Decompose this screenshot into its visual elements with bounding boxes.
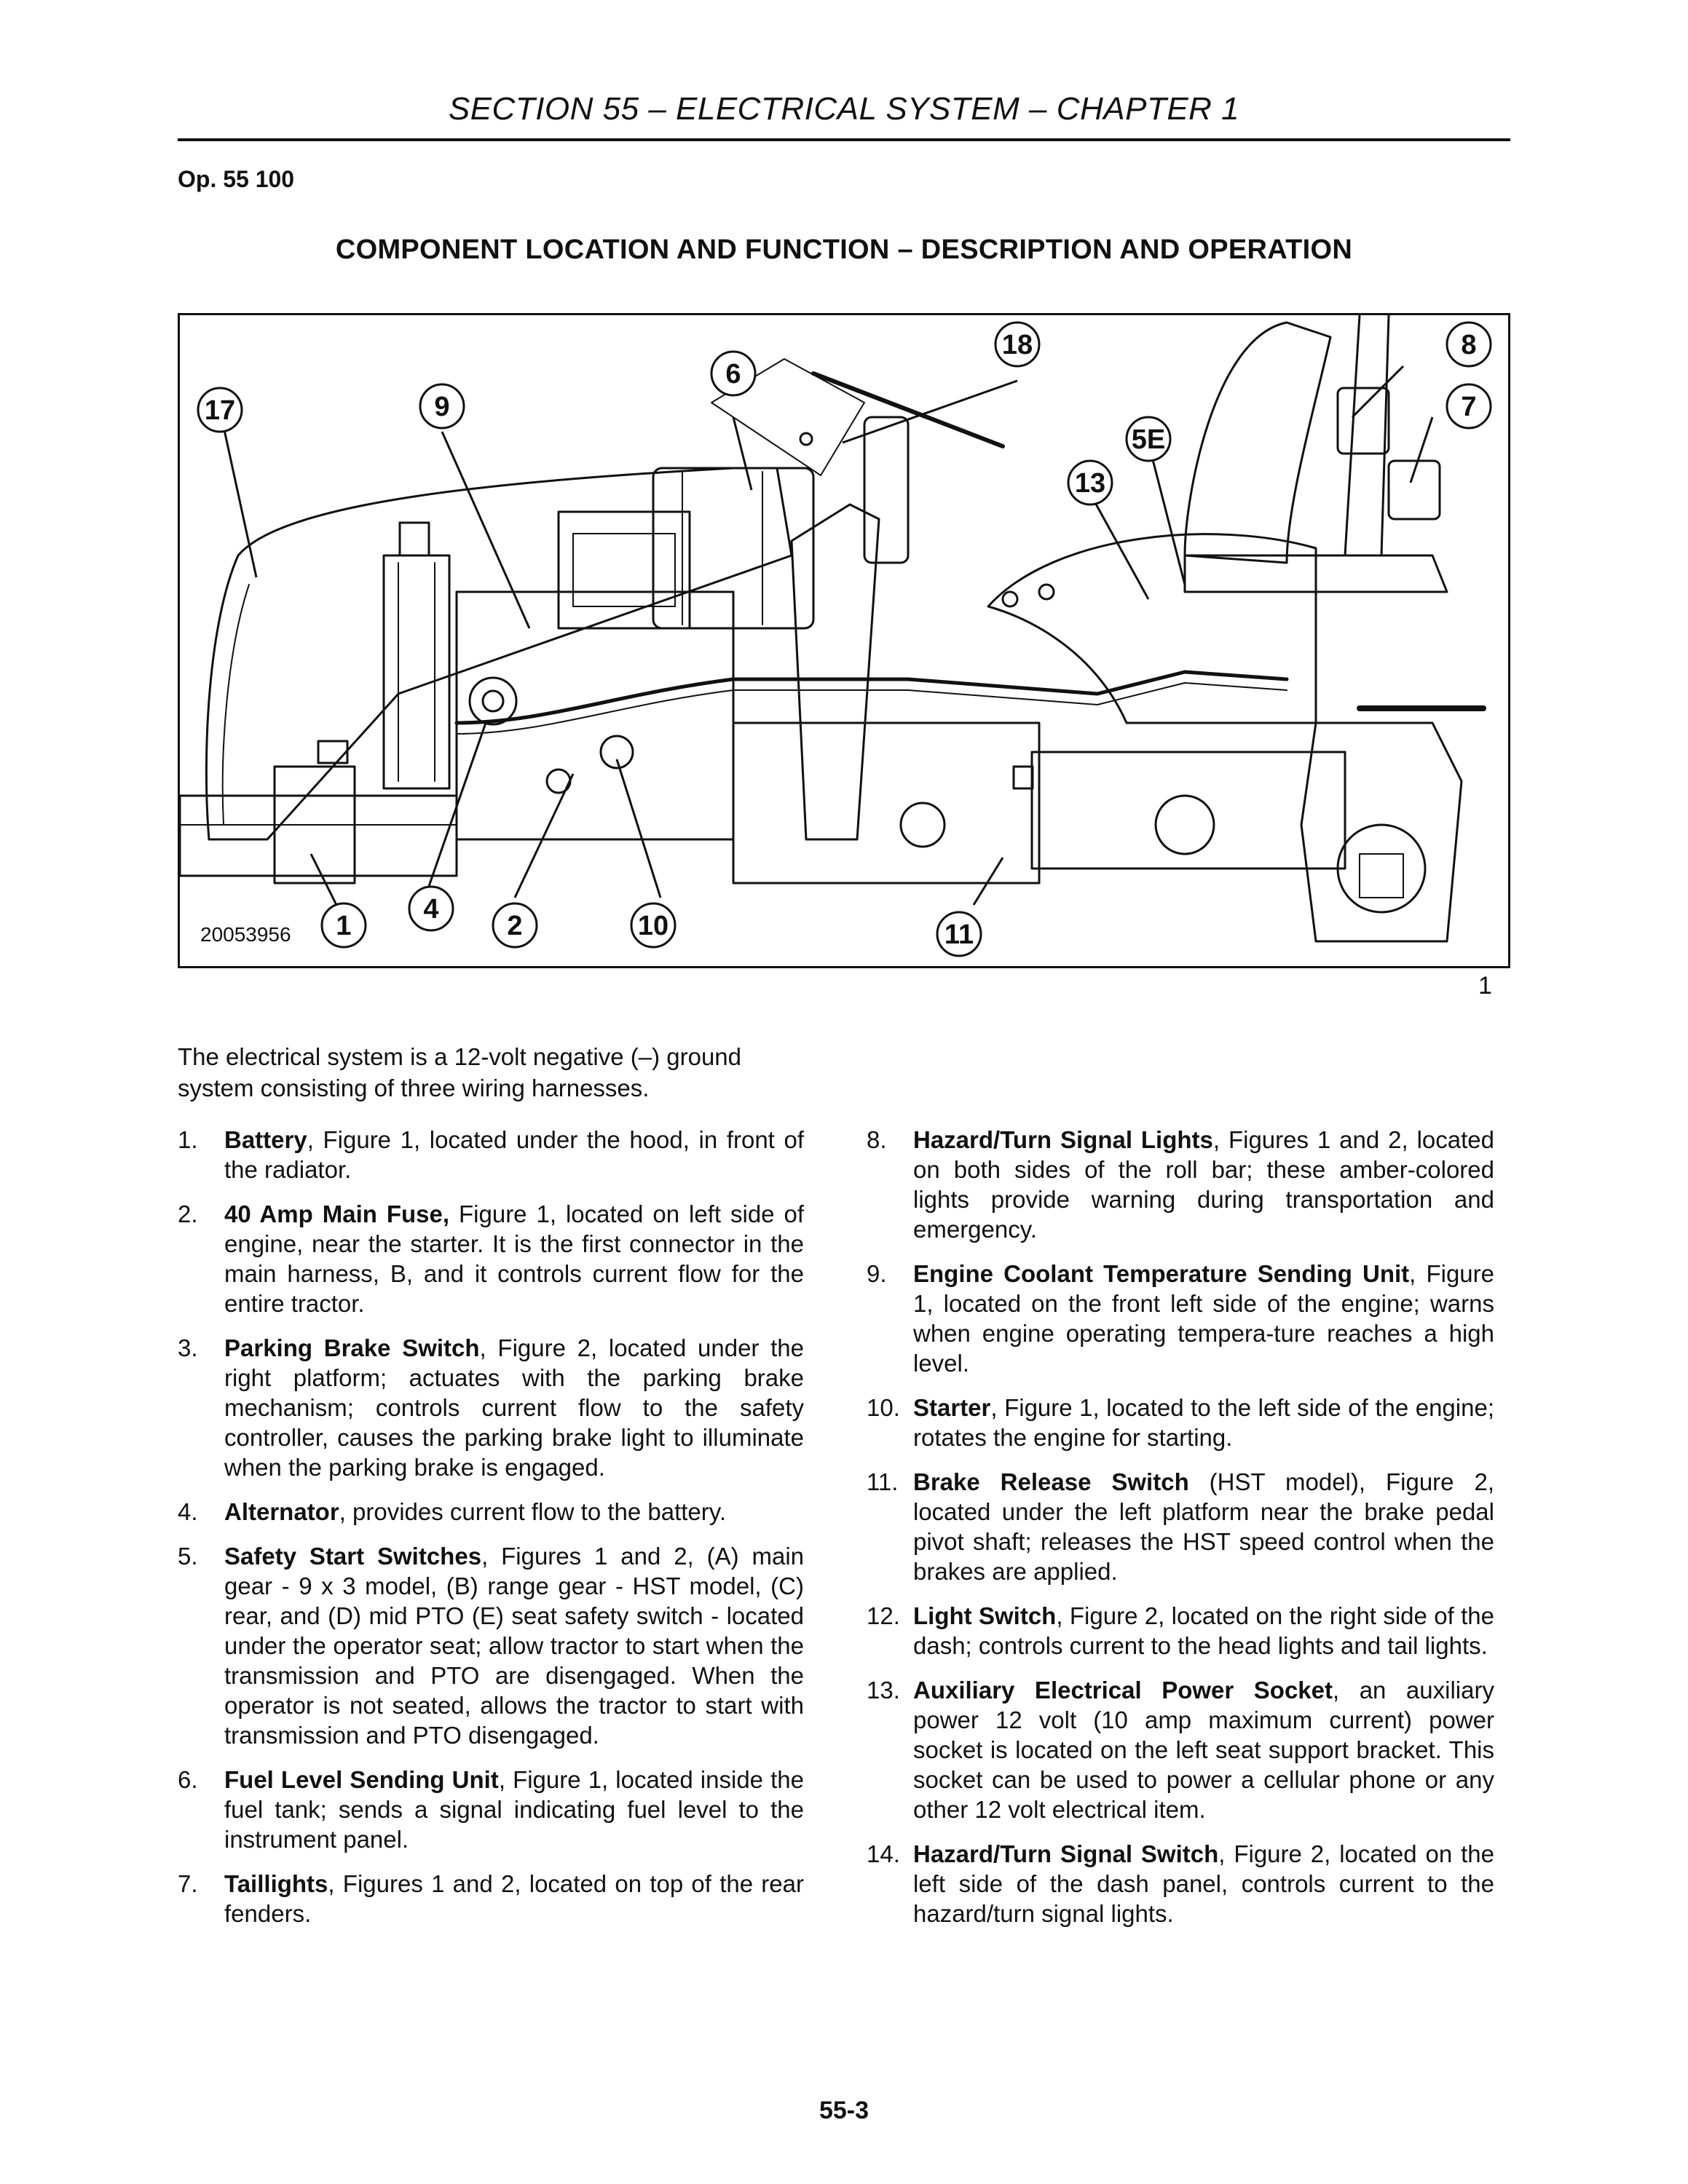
callout-18: 18 [1001, 330, 1033, 360]
transmission-housing [733, 723, 1039, 883]
list-item: 3. Parking Brake Switch, Figure 2, located under the right platform; actuates with the parking brake mechanism; controls current flow to the safety controller, causes the parking brake light to illuminate when the parking brake is engaged. [178, 1334, 804, 1481]
list-item: 5. Safety Start Switches, Figures 1 and 2, (A) main gear - 9 x 3 model, (B) range gear - HST model, (C) rear, and (D) mid PTO (E) seat safety switch - located under the operator seat; allow tractor to start when the transmission and PTO are disengaged. When the operator is not seated, allows the tractor to start with transmission and PTO disengaged. [178, 1543, 805, 1749]
list-item: 9. Engine Coolant Temperature Sending Unit, Figure 1, located on the front left side of the engine; warns when engine operating tempera-ture reaches a high level. [867, 1260, 1495, 1377]
callout-17: 17 [204, 395, 236, 426]
list-item: 4. Alternator, provides current flow to the battery. [178, 1498, 726, 1525]
callout-9: 9 [434, 392, 450, 422]
callout-10: 10 [637, 911, 669, 941]
callout-6: 6 [725, 359, 741, 389]
list-item: 11. Brake Release Switch (HST model), Figure 2, located under the left platform near the brake pedal pivot shaft; releases the HST speed control when the brakes are applied. [867, 1468, 1494, 1585]
front-frame [180, 796, 457, 876]
wiring-harness [457, 672, 1287, 723]
dash-column [792, 505, 879, 839]
list-item: 7. Taillights, Figures 1 and 2, located on top of the rear fenders. [178, 1870, 804, 1927]
operation-number: Op. 55 100 [178, 166, 295, 192]
tractor-diagram [178, 313, 1510, 968]
callout-5e: 5E [1131, 424, 1166, 455]
callout-13: 13 [1074, 468, 1106, 499]
figure-code: 20053956 [200, 923, 291, 946]
operator-seat [1185, 323, 1330, 563]
hood-outline [206, 468, 792, 839]
list-item: 12. Light Switch, Figure 2, located on the right side of the dash; controls current to the head lights and tail lights. [867, 1602, 1494, 1659]
header-rule [178, 138, 1510, 141]
hazard-light [1338, 388, 1389, 454]
callout-7: 7 [1461, 392, 1477, 422]
page-number: 55-3 [819, 2097, 869, 2124]
callout-4: 4 [423, 894, 439, 925]
list-item: 6. Fuel Level Sending Unit, Figure 1, located inside the fuel tank; sends a signal indicating fuel level to the instrument panel. [178, 1766, 804, 1853]
radiator [384, 555, 449, 788]
list-item: 8. Hazard/Turn Signal Lights, Figures 1 and 2, located on both sides of the roll bar; these amber-colored lights provide warning during transportation and emergency. [867, 1126, 1494, 1243]
component-list-left [178, 1125, 804, 1943]
tractor-illustration [180, 315, 1510, 968]
component-list-right [867, 1125, 1494, 1943]
callout-2: 2 [507, 911, 523, 941]
callout-11: 11 [944, 919, 974, 950]
list-item: 2. 40 Amp Main Fuse, Figure 1, located on left side of engine, near the starter. It is the first connector in the main harness, B, and it controls current flow for the entire tractor. [178, 1200, 804, 1317]
figure-number: 1 [1478, 972, 1492, 1000]
rear-fender [988, 534, 1316, 723]
rear-axle-housing [1301, 723, 1462, 941]
list-item: 14. Hazard/Turn Signal Switch, Figure 2, located on the left side of the dash panel, controls current to the hazard/turn signal lights. [867, 1840, 1494, 1927]
chapter-header: SECTION 55 – ELECTRICAL SYSTEM – CHAPTER 1 [448, 91, 1240, 127]
section-heading: COMPONENT LOCATION AND FUNCTION – DESCRIPTION AND OPERATION [335, 234, 1353, 265]
intro-paragraph: The electrical system is a 12-volt negative (–) ground system consisting of three wiring harnesses. [178, 1043, 742, 1101]
roll-bar [1345, 315, 1360, 555]
list-item: 1. Battery, Figure 1, located under the hood, in front of the radiator. [178, 1126, 804, 1183]
callout-1: 1 [336, 911, 352, 941]
list-item: 10. Starter, Figure 1, located to the left side of the engine; rotates the engine for starting. [867, 1394, 1494, 1451]
callout-8: 8 [1461, 330, 1477, 360]
list-item: 13. Auxiliary Electrical Power Socket, an auxiliary power 12 volt (10 amp maximum current) power socket is located on the left seat support bracket. This socket can be used to power a cellular phone or any other 12 volt electrical item. [867, 1677, 1494, 1823]
